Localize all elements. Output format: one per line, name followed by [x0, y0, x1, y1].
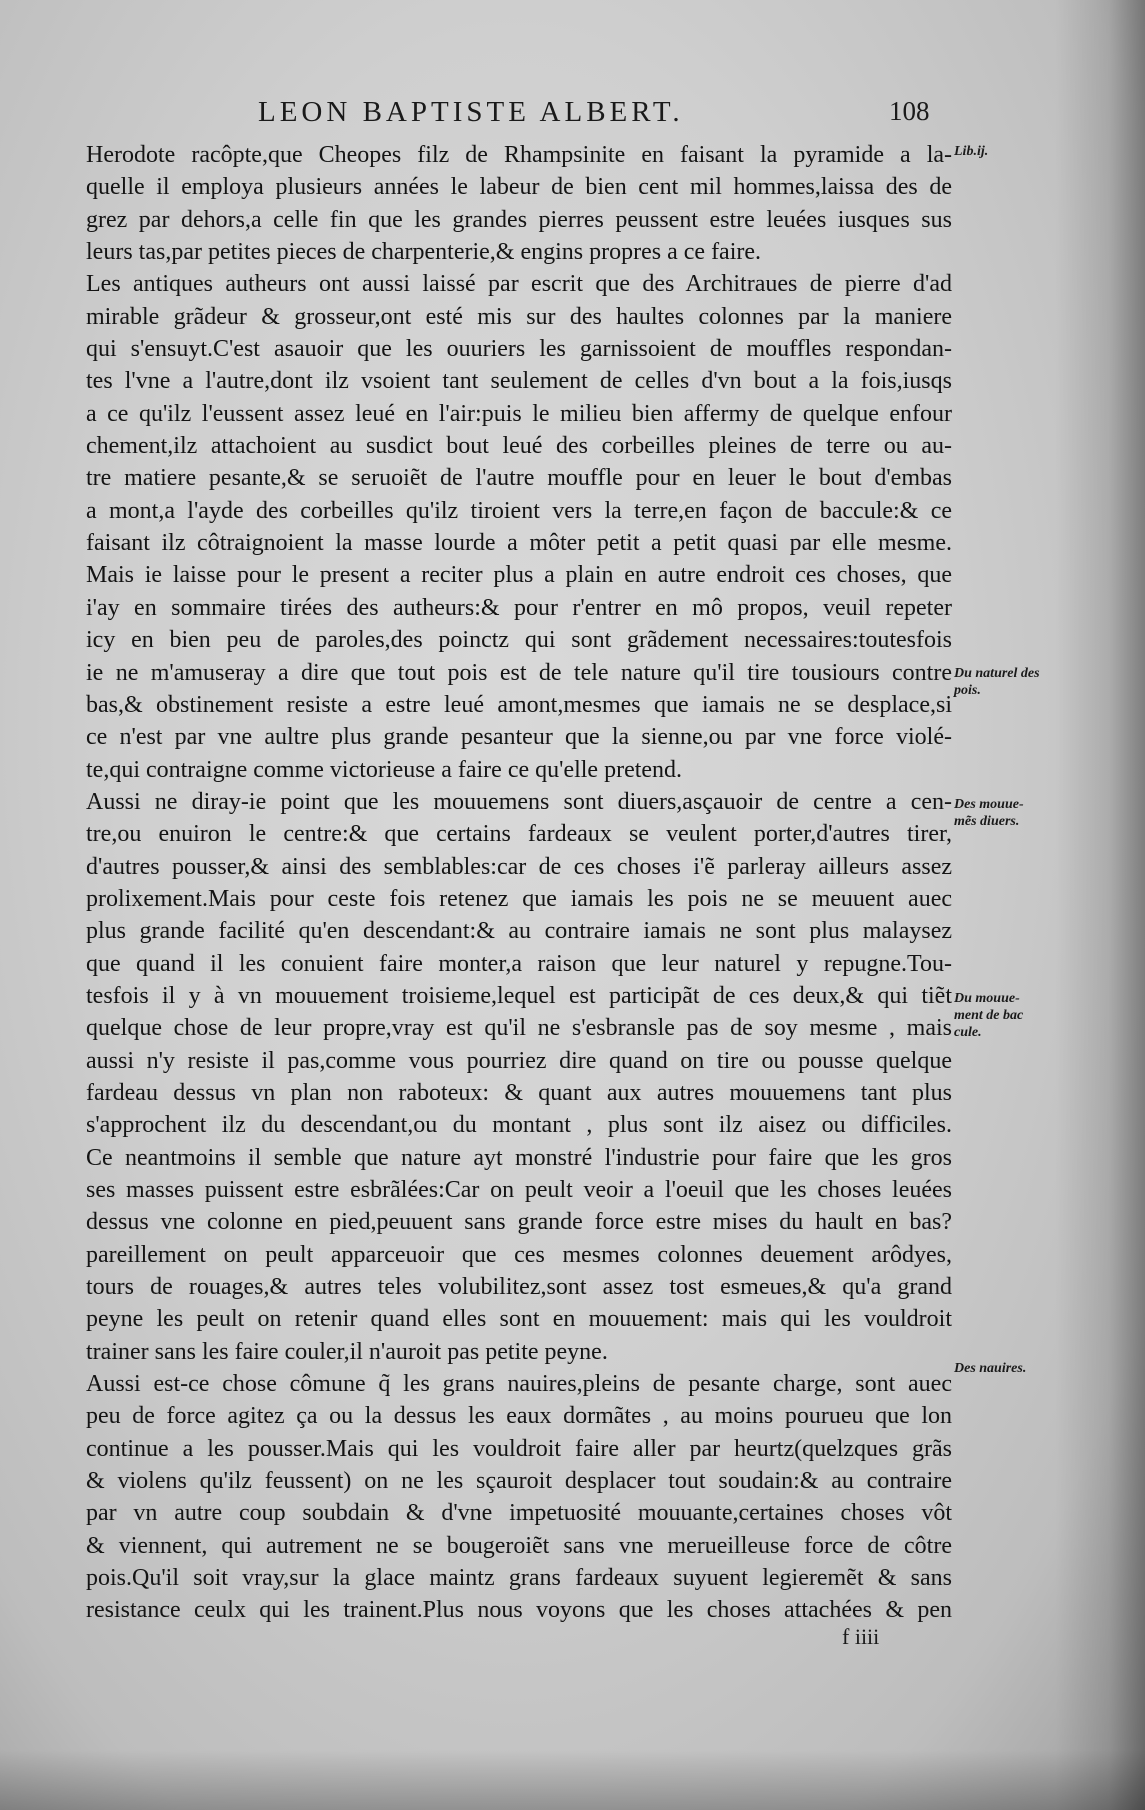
- text-line: Aussi ne diray-ie point que les mouuemens sont diuers,asçauoir de centre a cen-: [86, 788, 952, 815]
- text-line: tesfois il y à vn mouuement troisieme,lequel est participãt de ces deux,& qui tiẽt: [86, 982, 952, 1009]
- margin-note-du-mouuement: Du mouue-ment de bac cule.: [954, 991, 1024, 1040]
- margin-note-du-naturel: Du naturel des pois.: [954, 666, 1040, 698]
- text-line: continue a les pousser.Mais qui les vouldroit faire aller par heurtz(quelzques grãs: [86, 1435, 952, 1462]
- text-line: mirable grãdeur & grosseur,ont esté mis sur des haultes colonnes par la maniere: [86, 303, 952, 330]
- text-line: ses masses puissent estre esbrãlées:Car on peult veoir a l'oeuil que les choses leuées: [86, 1177, 952, 1203]
- text-line: que quand il les conuient faire monter,a raison que leur naturel y repugne.Tou-: [86, 950, 952, 977]
- text-line: ie ne m'amuseray a dire que tout pois est de tele nature qu'il tire tousiours contre: [86, 659, 952, 686]
- text-line: prolixement.Mais pour ceste fois retenez que iamais les pois ne se meuuent auec: [86, 885, 952, 912]
- text-line: fardeau dessus vn plan non raboteux: & quant aux autres mouuemens tant plus: [86, 1079, 952, 1106]
- text-line: tours de rouages,& autres teles volubilitez,sont assez tost esmeues,& qu'a grand: [86, 1274, 952, 1301]
- text-line: a mont,a l'ayde des corbeilles qu'ilz tiroient vers la terre,en façon de baccule:& ce: [86, 497, 952, 524]
- text-line: ce n'est par vne aultre plus grande pesanteur que la sienne,ou par vne force violé-: [86, 724, 952, 751]
- text-line: & viennent, qui autrement ne se bougeroiẽt sans vne merueilleuse force de côtre: [86, 1532, 952, 1559]
- text-line: Aussi est-ce chose cômune q̃ les grans nauires,pleins de pesante charge, sont auec: [86, 1371, 952, 1398]
- signature-mark: f iiii: [842, 1624, 880, 1649]
- text-line: peu de force agitez ça ou la dessus les eaux dormãtes , au moins pourueu que lon: [86, 1403, 952, 1430]
- margin-note-des-mouuemens: Des mouue-mẽs diuers.: [954, 797, 1024, 829]
- text-line: d'autres pousser,& ainsi des semblables:car de ces choses i'ẽ parleray ailleurs assez: [86, 853, 952, 880]
- text-line: Herodote racôpte,que Cheopes filz de Rhampsinite en faisant la pyramide a la-: [86, 142, 952, 168]
- text-line: leurs tas,par petites pieces de charpenterie,& engins propres a ce faire.: [86, 239, 762, 266]
- page-bottom-shadow: [0, 1750, 1145, 1810]
- text-line: & violens qu'ilz feussent) on ne les sçauroit desplacer tout soudain:& au contraire: [86, 1468, 952, 1495]
- text-line: s'approchent ilz du descendant,ou du montant , plus sont ilz aisez ou difficiles.: [86, 1112, 952, 1139]
- text-line: trainer sans les faire couler,il n'auroit pas petite peyne.: [86, 1338, 608, 1365]
- text-line: Ce neantmoins il semble que nature ayt monstré l'industrie pour faire que les gros: [86, 1144, 952, 1171]
- text-line: peyne les peult on retenir quand elles sont en mouuement: mais qui les vouldroit: [86, 1306, 952, 1333]
- text-line: Mais ie laisse pour le present a reciter plus a plain en autre endroit ces choses, que: [86, 562, 952, 589]
- text-line: tre matiere pesante,& se seruoiẽt de l'autre mouffle pour en leuer le bout d'embas: [86, 465, 952, 492]
- margin-note-lib: Lib.ij.: [954, 144, 989, 159]
- text-line: tre,ou enuiron le centre:& que certains fardeaux se veulent porter,d'autres tirer,: [86, 821, 952, 848]
- text-line: bas,& obstinement resiste a estre leué amont,mesmes que iamais ne se desplace,si: [86, 691, 952, 718]
- text-line: Les antiques autheurs ont aussi laissé par escrit que des Architraues de pierre d'ad: [86, 271, 952, 298]
- text-line: a ce qu'ilz l'eussent assez leué en l'air:puis le milieu bien affermy de quelque enfour: [86, 400, 952, 427]
- page-edge-shadow: [1055, 0, 1145, 1810]
- text-line: pareillement on peult apparceuoir que ces mesmes colonnes deuement arôdyes,: [86, 1241, 952, 1268]
- text-line: icy en bien peu de paroles,des poinctz qui sont grãdement necessaires:toutesfois: [86, 627, 952, 654]
- body-text: [86, 139, 952, 1627]
- text-line: chement,ilz attachoient au susdict bout leué des corbeilles pleines de terre ou au-: [86, 433, 952, 460]
- text-line: te,qui contraigne comme victorieuse a faire ce qu'elle pretend.: [86, 756, 683, 783]
- text-line: pois.Qu'il soit vray,sur la glace maintz grans fardeaux suyuent legieremẽt & sans: [86, 1565, 952, 1592]
- text-line: grez par dehors,a celle fin que les grandes pierres peussent estre leuées iusques sus: [86, 206, 952, 233]
- running-title: LEON BAPTISTE ALBERT.: [258, 96, 684, 128]
- text-line: dessus vne colonne en pied,peuuent sans grande force estre mises du hault en bas?: [86, 1209, 952, 1236]
- page-number: 108: [889, 96, 930, 126]
- text-line: qui s'ensuyt.C'est asauoir que les ouuriers les garnissoient de mouffles respondan-: [86, 336, 952, 363]
- text-line: i'ay en sommaire tirées des autheurs:& pour r'entrer en mô propos, veuil repeter: [86, 594, 952, 621]
- text-line: quelque chose de leur propre,vray est qu'il ne s'esbransle pas de soy mesme , mais: [86, 1015, 952, 1042]
- text-line: tes l'vne a l'autre,dont ilz vsoient tant seulement de celles d'vn bout a la fois,iusqs: [86, 368, 952, 395]
- margin-note-des-nauires: Des nauires.: [954, 1361, 1027, 1376]
- text-line: par vn autre coup soubdain & d'vne impetuosité mouuante,certaines choses vôt: [86, 1500, 952, 1527]
- text-line: plus grande facilité qu'en descendant:& au contraire iamais ne sont plus malaysez: [86, 918, 952, 945]
- text-line: quelle il employa plusieurs années le labeur de bien cent mil hommes,laissa des de: [86, 174, 952, 201]
- text-line: resistance ceulx qui les trainent.Plus nous voyons que les choses attachées & pen: [86, 1597, 952, 1624]
- text-line: aussi n'y resiste il pas,comme vous pourriez dire quand on tire ou pousse quelque: [86, 1047, 952, 1074]
- text-line: faisant ilz côtraignoient la masse lourde a môter petit a petit quasi par elle mesme.: [86, 530, 952, 557]
